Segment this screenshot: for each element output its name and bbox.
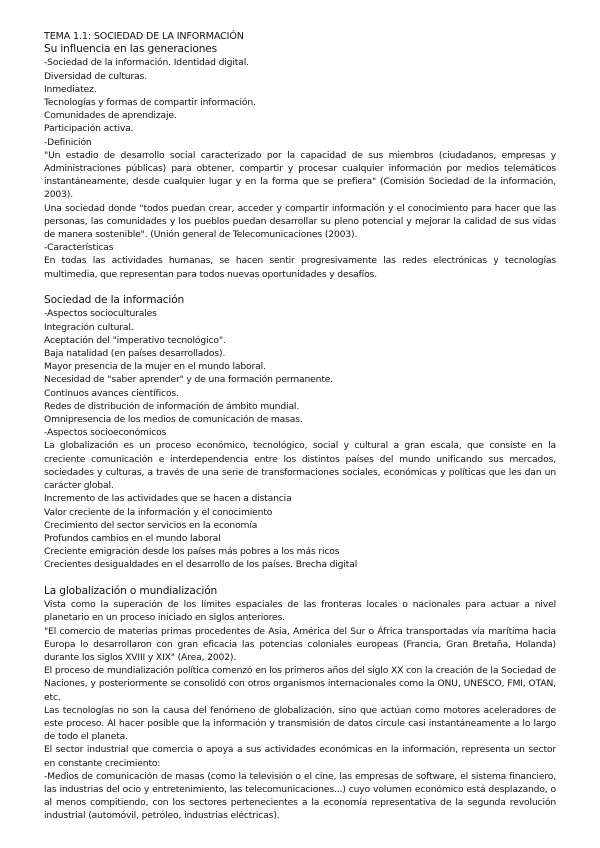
list-line: Tecnologías y formas de compartir información. — [44, 97, 256, 109]
document-title: TEMA 1.1: SOCIEDAD DE LA INFORMACIÓN — [44, 31, 244, 42]
list-line: Crecientes desigualdades en el desarrollo de los países. Brecha digital — [44, 559, 358, 571]
list-line: Diversidad de culturas. — [44, 70, 147, 82]
section-spacer — [44, 572, 556, 585]
list-line: Aceptación del "imperativo tecnológico". — [44, 334, 226, 346]
list-line: -Sociedad de la información. Identidad digital. — [44, 57, 249, 69]
list-line: Creciente emigración desde los países más pobres a los más ricos — [44, 546, 340, 558]
list-line: Redes de distribución de información de ámbito mundial. — [44, 400, 300, 412]
body-paragraph: Las tecnologías no son la causa del fenómeno de globalización, sino que actúan como motores aceleradores de este proceso. Al hacer posible que la información y transmisión de datos circule casi instantáneamente a lo largo de todo el planeta. — [44, 704, 556, 743]
section-heading-information-society: Sociedad de la información — [44, 294, 185, 307]
definition-paragraph-2: Una sociedad donde "todos puedan crear, acceder y compartir información y el conocimiento para hacer que las personas, las comunidades y los pueblos puedan desarrollar su pleno potencial y mejorar la calidad de sus vidas de manera sostenible". (Unión general de Telecomunicaciones (2003). — [44, 202, 556, 241]
body-paragraph: El proceso de mundialización política comenzó en los primeros años del siglo XX con la creación de la Sociedad de Naciones, y posteriormente se consolidó con otros organismos internacionales como la ONU, UNESCO, FMI, OTAN, etc. — [44, 665, 556, 703]
body-paragraph: -Medios de comunicación de masas (como la televisión o el cine, las empresas de software, el sistema financiero, las industrias del ocio y entretenimiento, las telecomunicaciones...) cuyo volumen económico está desplazando, o al menos compitiendo, con los sectores pertenecientes a la economía representativa de la segunda revolución industrial (automóvil, petróleo, industrias eléctricas). — [44, 770, 556, 822]
list-line: Profundos cambios en el mundo laboral — [44, 532, 221, 544]
list-line: Valor creciente de la información y el conocimiento — [44, 506, 273, 518]
list-line: Inmediatez. — [44, 83, 97, 95]
section-heading-globalization: La globalización o mundialización — [44, 584, 218, 597]
list-line: -Aspectos socioeconómicos — [44, 427, 167, 439]
list-line: Continuos avances científicos. — [44, 387, 179, 399]
document-body — [44, 30, 556, 823]
definition-label: -Definición — [44, 136, 92, 148]
list-line: Necesidad de "saber aprender" y de una formación permanente. — [44, 374, 334, 386]
list-line: Comunidades de aprendizaje. — [44, 110, 177, 122]
section-spacer — [44, 281, 556, 294]
list-line: Participación activa. — [44, 123, 134, 135]
body-paragraph: El sector industrial que comercia o apoya a sus actividades económicas en la información, representa un sector en constante crecimiento: — [44, 744, 556, 769]
list-line: Mayor presencia de la mujer en el mundo laboral. — [44, 361, 266, 373]
list-line: Integración cultural. — [44, 321, 134, 333]
characteristics-paragraph: En todas las actividades humanas, se hacen sentir progresivamente las redes electrónicas y tecnologías multimedia, que representan para todos nuevas oportunidades y desafíos. — [44, 255, 556, 280]
section-heading-influence: Su influencia en las generaciones — [44, 43, 218, 56]
characteristics-label: -Características — [44, 242, 114, 254]
list-line: Incremento de las actividades que se hacen a distancia — [44, 493, 292, 505]
body-paragraph: Vista como la superación de los límites espaciales de las fronteras locales o nacionales para actuar a nivel planetario en un proceso iniciado en siglos anteriores. — [44, 599, 556, 624]
list-line: Baja natalidad (en países desarrollados). — [44, 348, 226, 360]
list-line: Crecimiento del sector servicios en la economía — [44, 519, 258, 531]
globalization-paragraph: La globalización es un proceso económico, tecnológico, social y cultural a gran escala, que consiste en la creciente comunicación e interdependencia entre los distintos países del mundo unificando sus mercados, sociedades y culturas, a través de una serie de transformaciones sociales, económicas y políticas que les dan un carácter global. — [44, 440, 556, 492]
definition-paragraph-1: "Un estadio de desarrollo social caracterizado por la capacidad de sus miembros (ciudadanos, empresas y Administraciones públicas) para obtener, compartir y procesar cualquier información por medios telemáticos instantáneamente, desde cualquier lugar y en la forma que se prefiera" (Comisión Sociedad de la información, 2003). — [44, 149, 556, 201]
list-line: -Aspectos socioculturales — [44, 308, 157, 320]
list-line: Omnipresencia de los medios de comunicación de masas. — [44, 414, 303, 426]
body-paragraph: "El comercio de materias primas procedentes de Asia, América del Sur o África transportadas vía marítima hacia Europa lo desarrollaron con gran eficacia las potencias coloniales europeas (Francia, Gran Bretaña, Holanda) durante los siglos XVIII y XIX" (Area, 2002). — [44, 625, 556, 663]
